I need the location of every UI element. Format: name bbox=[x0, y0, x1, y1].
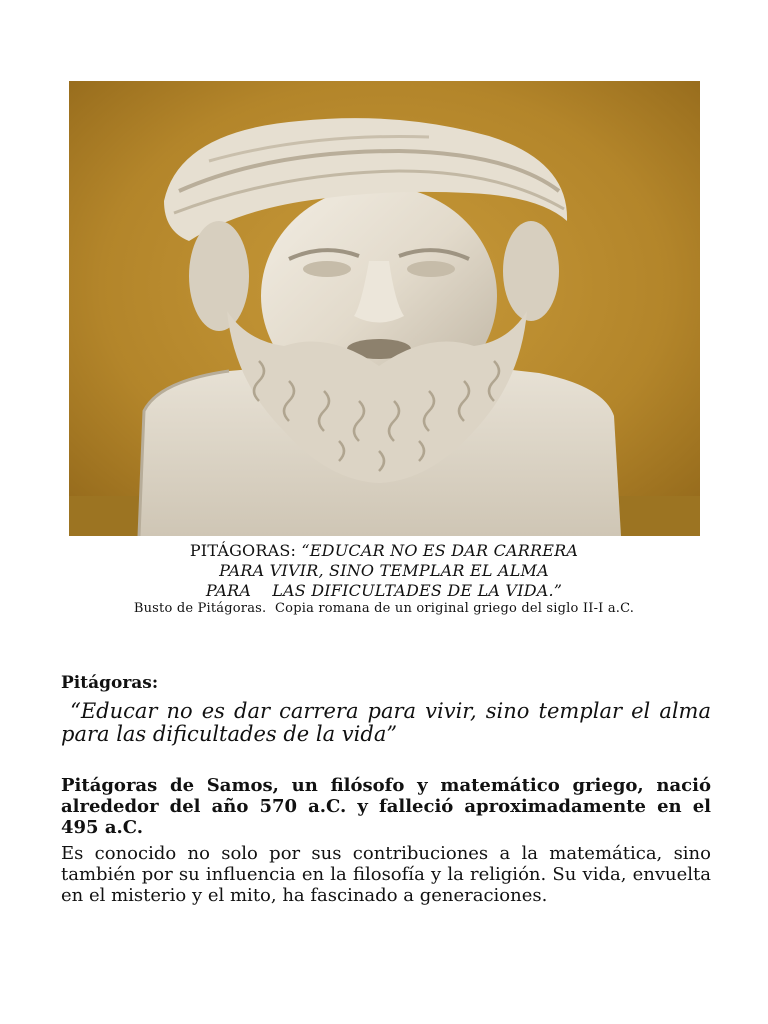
caption-line-2: PARA VIVIR, SINO TEMPLAR EL ALMA bbox=[219, 561, 549, 580]
bust-illustration bbox=[69, 81, 700, 536]
biography-paragraph: Es conocido no solo por sus contribuciones a la matemática, sino también por su influencia en la filosofía y la religión. Su vida, envuelta en el misterio y el mito, ha fascinado a generaciones. bbox=[61, 843, 711, 906]
biography-summary: Pitágoras de Samos, un filósofo y matemático griego, nació alrededor del año 570 a.C. y falleció aproximadamente en el 495 a.C. bbox=[61, 775, 711, 838]
figure-caption bbox=[40, 541, 728, 617]
caption-speaker: PITÁGORAS: bbox=[189, 541, 302, 560]
photo-credit: Busto de Pitágoras. Copia romana de un original griego del siglo II-I a.C. bbox=[133, 601, 635, 616]
caption-line-3: PARA LAS DIFICULTADES DE LA VIDA.” bbox=[205, 581, 563, 600]
caption-line-1 bbox=[40, 541, 728, 561]
pythagoras-bust-photo bbox=[69, 81, 700, 536]
section-heading: Pitágoras: bbox=[61, 673, 159, 693]
caption-quote-start: “EDUCAR NO ES DAR CARRERA bbox=[301, 541, 579, 560]
pythagoras-quote: “Educar no es dar carrera para vivir, sino templar el alma para las dificultades de la vida” bbox=[61, 699, 718, 746]
